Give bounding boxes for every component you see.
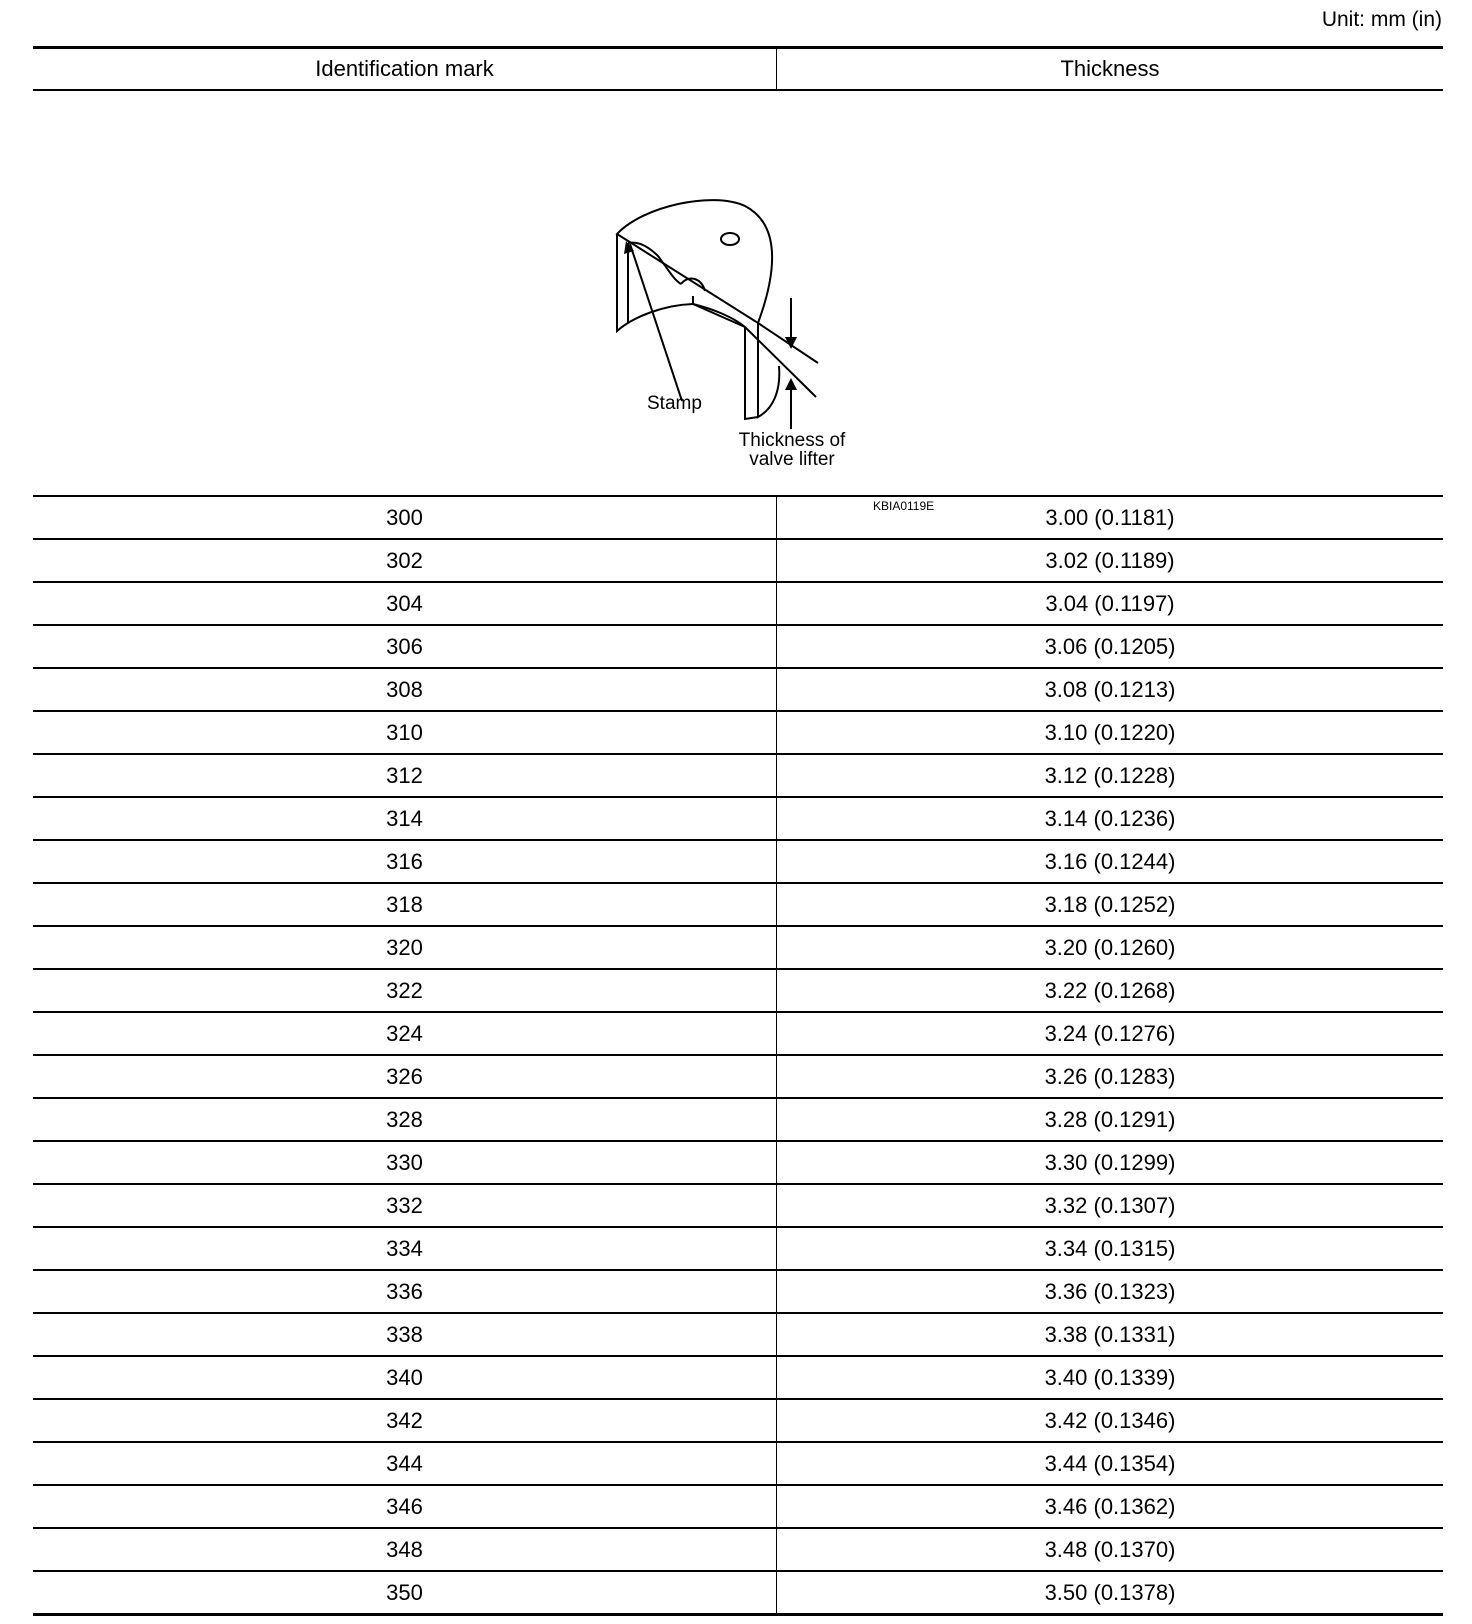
identification-mark-cell: 332 (33, 1185, 777, 1226)
thickness-label-line1: Thickness of (738, 430, 846, 451)
identification-mark-cell: 310 (33, 712, 777, 753)
thickness-label-line2: valve lifter (749, 449, 835, 470)
thickness-cell: 3.10 (0.1220) (1044, 719, 1176, 745)
table-row (33, 1443, 1443, 1484)
identification-mark-cell: 316 (33, 841, 777, 882)
thickness-cell: 3.00 (0.1181) (1045, 504, 1175, 530)
table-row (33, 626, 1443, 667)
table-row (33, 1529, 1443, 1570)
table-row (33, 1271, 1443, 1312)
lifter-right-skirt (758, 323, 779, 417)
table-row (33, 1314, 1443, 1355)
identification-mark-cell: 318 (33, 884, 777, 925)
identification-mark-cell: 336 (33, 1271, 777, 1312)
table-row (33, 970, 1443, 1011)
thickness-cell: 3.08 (0.1213) (1044, 676, 1176, 702)
thickness-label (733, 431, 851, 469)
thickness-cell: 3.42 (0.1346) (1044, 1407, 1176, 1433)
table-row (33, 1572, 1443, 1613)
thickness-cell: 3.02 (0.1189) (1045, 547, 1175, 573)
table-row (33, 1228, 1443, 1269)
thickness-cell: 3.32 (0.1307) (1044, 1192, 1176, 1218)
thickness-cell: 3.18 (0.1252) (1044, 891, 1176, 917)
thickness-cell: 3.24 (0.1276) (1044, 1020, 1176, 1046)
identification-mark-cell: 328 (33, 1099, 777, 1140)
identification-mark-cell: 340 (33, 1357, 777, 1398)
shim-thickness-table (33, 46, 1443, 1616)
table-body (33, 495, 1443, 1616)
thickness-cell: 3.48 (0.1370) (1044, 1536, 1176, 1562)
thickness-cell: 3.36 (0.1323) (1044, 1278, 1176, 1304)
thickness-cell: 3.12 (0.1228) (1044, 762, 1176, 788)
thickness-cell: 3.40 (0.1339) (1044, 1364, 1176, 1390)
table-row (33, 1486, 1443, 1527)
identification-mark-cell: 306 (33, 626, 777, 667)
thickness-cell: 3.50 (0.1378) (1044, 1579, 1176, 1605)
identification-mark-cell: 342 (33, 1400, 777, 1441)
identification-mark-cell: 322 (33, 970, 777, 1011)
column-header-thickness: Thickness (1060, 56, 1160, 81)
thickness-cell: 3.14 (0.1236) (1044, 805, 1176, 831)
identification-mark-cell: 312 (33, 755, 777, 796)
stamp-leader-line (630, 244, 682, 401)
unit-label: Unit: mm (in) (1321, 8, 1442, 31)
identification-mark-cell: 308 (33, 669, 777, 710)
thickness-cell: 3.44 (0.1354) (1044, 1450, 1176, 1476)
thickness-cell: 3.06 (0.1205) (1044, 633, 1176, 659)
valve-lifter-figure (33, 91, 1443, 513)
thickness-cell: 3.16 (0.1244) (1044, 848, 1176, 874)
identification-mark-cell: 348 (33, 1529, 777, 1570)
stamp-area (681, 279, 705, 291)
table-row (33, 1056, 1443, 1097)
table-row (33, 755, 1443, 796)
thickness-cell: 3.20 (0.1260) (1044, 934, 1176, 960)
table-row (33, 1013, 1443, 1054)
table-header-row (33, 49, 1443, 89)
thickness-cell: 3.04 (0.1197) (1045, 590, 1175, 616)
thickness-cell: 3.28 (0.1291) (1044, 1106, 1176, 1132)
lifter-right-inner-edge (745, 327, 758, 419)
thickness-cell: 3.46 (0.1362) (1044, 1493, 1176, 1519)
table-row (33, 798, 1443, 839)
identification-mark-cell: 304 (33, 583, 777, 624)
thickness-arrow-bottom-head (785, 378, 797, 390)
table-row (33, 712, 1443, 753)
identification-mark-cell: 338 (33, 1314, 777, 1355)
identification-mark-cell: 330 (33, 1142, 777, 1183)
table-row (33, 583, 1443, 624)
table-row (33, 540, 1443, 581)
table-bottom-rule (33, 1613, 1443, 1616)
thickness-cell: 3.38 (0.1331) (1044, 1321, 1176, 1347)
table-row (33, 669, 1443, 710)
identification-mark-cell: 302 (33, 540, 777, 581)
thickness-cell: 3.22 (0.1268) (1044, 977, 1176, 1003)
identification-mark-cell: 346 (33, 1486, 777, 1527)
table-row (33, 884, 1443, 925)
identification-mark-cell: 314 (33, 798, 777, 839)
table-row (33, 1142, 1443, 1183)
table-row (33, 1400, 1443, 1441)
figure-code: KBIA0119E (873, 499, 935, 513)
identification-mark-cell: 334 (33, 1228, 777, 1269)
identification-mark-cell: 300 (33, 497, 777, 538)
identification-mark-cell: 350 (33, 1572, 777, 1613)
table-row (33, 497, 1443, 538)
table-row (33, 1185, 1443, 1226)
thickness-cell: 3.34 (0.1315) (1044, 1235, 1176, 1261)
identification-mark-cell: 324 (33, 1013, 777, 1054)
identification-mark-cell: 344 (33, 1443, 777, 1484)
column-header-identification-mark: Identification mark (33, 49, 777, 89)
thickness-cell: 3.30 (0.1299) (1044, 1149, 1176, 1175)
stamp-label: Stamp (647, 393, 702, 414)
table-row (33, 1099, 1443, 1140)
thickness-cell: 3.26 (0.1283) (1044, 1063, 1176, 1089)
identification-mark-cell: 326 (33, 1056, 777, 1097)
lifter-top-hole (721, 233, 739, 245)
identification-mark-cell: 320 (33, 927, 777, 968)
table-row (33, 1357, 1443, 1398)
table-row (33, 927, 1443, 968)
table-row (33, 841, 1443, 882)
